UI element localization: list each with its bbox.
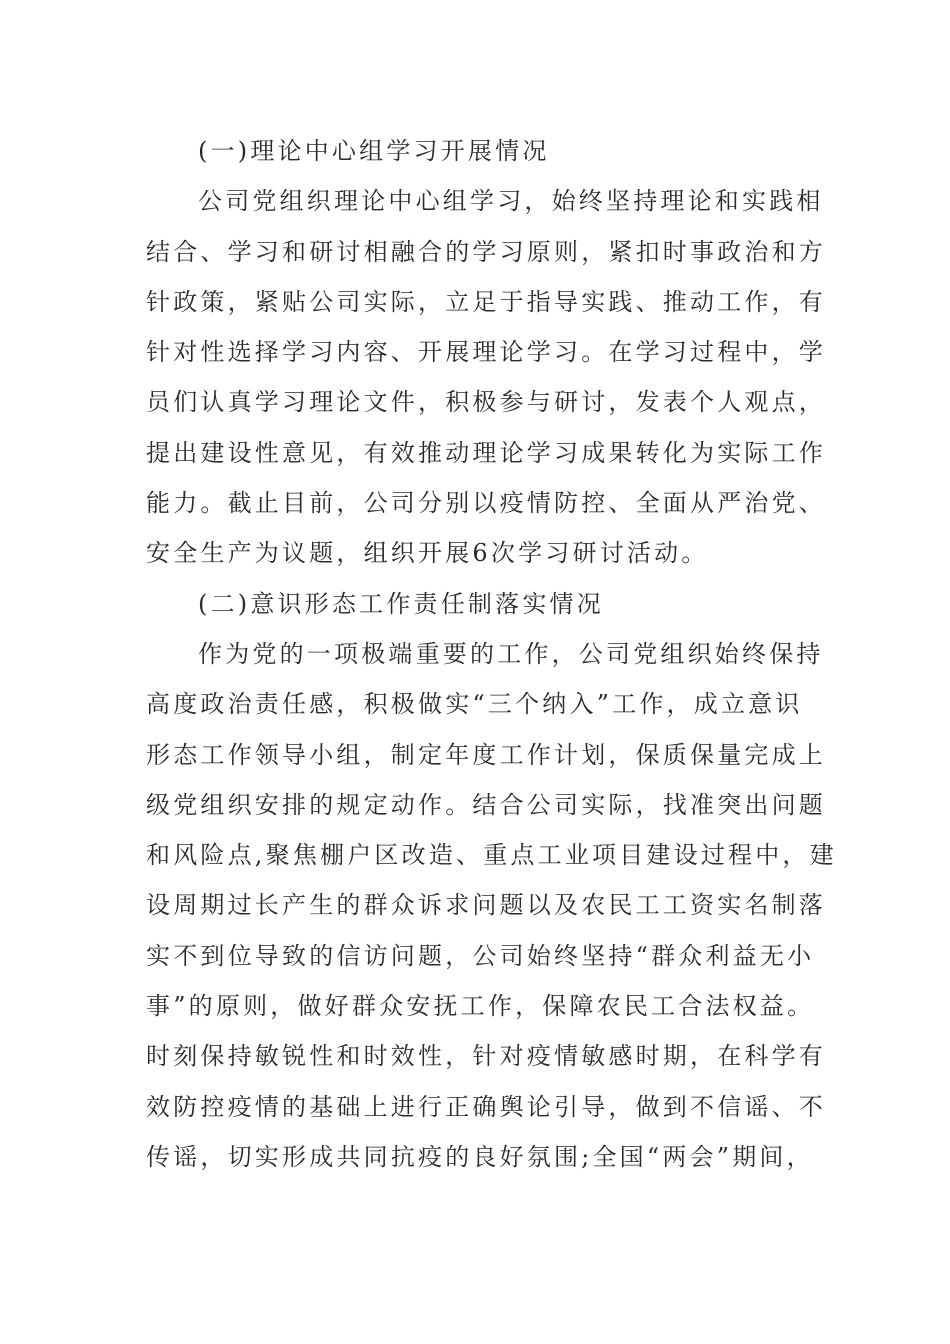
paragraph-line: 高度政治责任感，积极做实“三个纳入”工作，成立意识 [146, 690, 803, 719]
paragraph-line: 提出建设性意见，有效推动理论学习成果转化为实际工作 [146, 438, 826, 467]
paragraph-line: 时刻保持敏锐性和时效性，针对疫情敏感时期，在科学有 [146, 1042, 826, 1071]
paragraph-line: 级党组织安排的规定动作。结合公司实际，找准突出问题 [146, 790, 826, 819]
paragraph-line: 效防控疫情的基础上进行正确舆论引导，做到不信谣、不 [146, 1092, 826, 1121]
paragraph-line: 形态工作领导小组，制定年度工作计划，保质保量完成上 [146, 740, 826, 769]
paragraph-line: 能力。截止目前，公司分别以疫情防控、全面从严治党、 [146, 489, 826, 518]
paragraph-line: 事”的原则，做好群众安抚工作，保障农民工合法权益。 [146, 992, 815, 1021]
paragraph-line: 实不到位导致的信访问题，公司始终坚持“群众利益无小 [146, 941, 815, 970]
section-heading-2: (二)意识形态工作责任制落实情况 [198, 589, 604, 618]
paragraph-line: 和风险点,聚焦棚户区改造、重点工业项目建设过程中，建 [146, 841, 837, 870]
paragraph-line: 安全生产为议题，组织开展6次学习研讨活动。 [146, 539, 709, 568]
paragraph-line: 员们认真学习理论文件，积极参与研讨，发表个人观点， [146, 388, 826, 417]
paragraph-line: 针对性选择学习内容、开展理论学习。在学习过程中，学 [146, 338, 826, 367]
paragraph-line: 针政策，紧贴公司实际，立足于指导实践、推动工作，有 [146, 287, 826, 316]
paragraph-line: 设周期过长产生的群众诉求问题以及农民工工资实名制落 [146, 891, 826, 920]
paragraph-line: 传谣，切实形成共同抗疫的良好氛围;全国“两会”期间， [146, 1142, 814, 1171]
paragraph-line: 公司党组织理论中心组学习，始终坚持理论和实践相 [198, 187, 824, 216]
paragraph-line: 结合、学习和研讨相融合的学习原则，紧扣时事政治和方 [146, 237, 826, 266]
section-heading-1: (一)理论中心组学习开展情况 [198, 137, 550, 165]
document-body [146, 126, 837, 1182]
paragraph-line: 作为党的一项极端重要的工作，公司党组织始终保持 [198, 639, 824, 668]
